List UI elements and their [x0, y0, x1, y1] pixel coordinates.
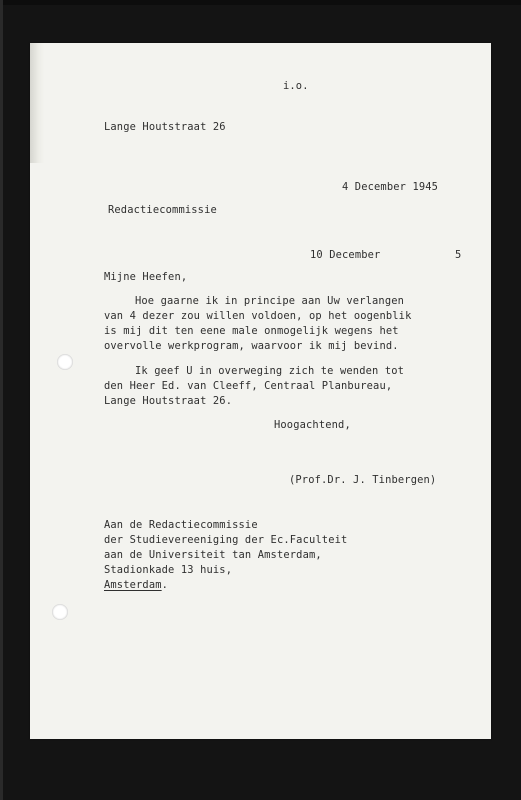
paragraph-1-line: overvolle werkprogram, waarvoor ik mij bevind. — [104, 340, 399, 352]
closing: Hoogachtend, — [274, 419, 351, 431]
top-mark: i.o. — [283, 80, 309, 92]
recipient-line: der Studievereeniging der Ec.Faculteit — [104, 534, 348, 546]
paper-folded-edge — [30, 43, 44, 163]
scan-left-edge — [0, 0, 3, 800]
signature: (Prof.Dr. J. Tinbergen) — [289, 474, 437, 486]
recipient-line: aan de Universiteit tan Amsterdam, — [104, 549, 322, 561]
recipient-city-suffix: . — [161, 579, 169, 591]
recipient-line: Aan de Redactiecommissie — [104, 519, 258, 531]
paragraph-1-line: van 4 dezer zou willen voldoen, op het oogenblik — [104, 310, 412, 322]
salutation: Mijne Heefen, — [104, 271, 188, 283]
recipient-line: Stadionkade 13 huis, — [104, 564, 233, 576]
address-line: Lange Houtstraat 26 — [104, 121, 226, 133]
punch-hole-upper — [57, 354, 73, 370]
incoming-date: 4 December 1945 — [342, 181, 439, 193]
paragraph-2-line: Lange Houtstraat 26. — [104, 395, 233, 407]
recipient-city-line — [104, 578, 168, 593]
scan-top-edge — [0, 0, 521, 5]
paragraph-1-line: Hoe gaarne ik in principe aan Uw verlangen — [135, 295, 405, 307]
addressee-short: Redactiecommissie — [108, 204, 217, 216]
reply-date-suffix: 5 — [455, 249, 462, 261]
paragraph-1-line: is mij dit ten eene male onmogelijk wegens het — [104, 325, 399, 337]
paragraph-2-line: den Heer Ed. van Cleeff, Centraal Planbureau, — [104, 380, 393, 392]
reply-date: 10 December — [310, 249, 381, 261]
punch-hole-lower — [52, 604, 68, 620]
recipient-city: Amsterdam — [104, 579, 162, 591]
paragraph-2-line: Ik geef U in overweging zich te wenden tot — [135, 365, 405, 377]
